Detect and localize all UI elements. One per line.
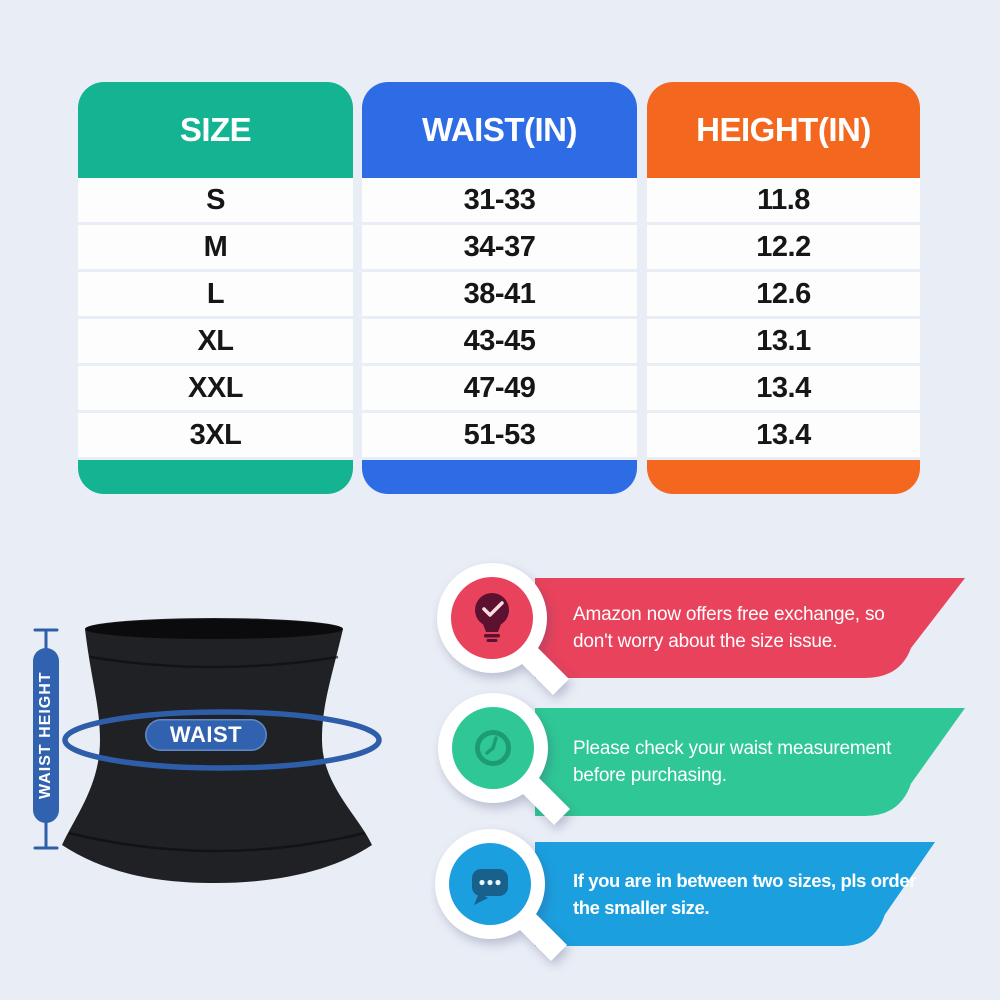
waist-trainer-opening — [85, 619, 343, 639]
size-cell: L — [78, 272, 353, 316]
waist-label-pill: WAIST — [145, 719, 267, 751]
height-cell: 12.6 — [647, 272, 920, 316]
callout-red-line2: don't worry about the size issue. — [573, 631, 838, 652]
size-column — [78, 82, 353, 494]
size-cell: XL — [78, 319, 353, 363]
size-cell: 3XL — [78, 413, 353, 457]
height-cell: 13.4 — [647, 366, 920, 410]
column-header-height: HEIGHT(IN) — [647, 82, 920, 178]
waist-column — [362, 82, 637, 494]
size-cell: M — [78, 225, 353, 269]
callout-green-line1: Please check your waist measurement — [573, 738, 892, 759]
waist-cell: 31-33 — [362, 178, 637, 222]
callout-red-line1: Amazon now offers free exchange, so — [573, 604, 885, 625]
column-header-size: SIZE — [78, 82, 353, 178]
waist-cell: 51-53 — [362, 413, 637, 457]
size-column-footer-bar — [78, 460, 353, 494]
callout-green-badge — [433, 688, 583, 838]
height-cell: 13.1 — [647, 319, 920, 363]
callout-blue-line1: If you are in between two sizes, pls order — [573, 870, 917, 891]
waist-cell: 47-49 — [362, 366, 637, 410]
callout-blue-line2: the smaller size. — [573, 897, 710, 918]
waist-column-footer-bar — [362, 460, 637, 494]
height-column — [647, 82, 920, 494]
waist-height-label-pill: WAIST HEIGHT — [33, 648, 59, 823]
waist-cell: 38-41 — [362, 272, 637, 316]
waist-cell: 34-37 — [362, 225, 637, 269]
callout-red-badge — [432, 558, 582, 708]
callout-red-text — [573, 578, 885, 678]
waist-cell: 43-45 — [362, 319, 637, 363]
callout-blue-badge — [430, 824, 580, 974]
callout-blue-text — [573, 842, 916, 946]
height-cell: 12.2 — [647, 225, 920, 269]
height-column-footer-bar — [647, 460, 920, 494]
size-cell: S — [78, 178, 353, 222]
column-header-waist: WAIST(IN) — [362, 82, 637, 178]
callout-green-line2: before purchasing. — [573, 765, 727, 786]
callout-green-text — [573, 708, 891, 816]
height-cell: 11.8 — [647, 178, 920, 222]
size-cell: XXL — [78, 366, 353, 410]
height-cell: 13.4 — [647, 413, 920, 457]
